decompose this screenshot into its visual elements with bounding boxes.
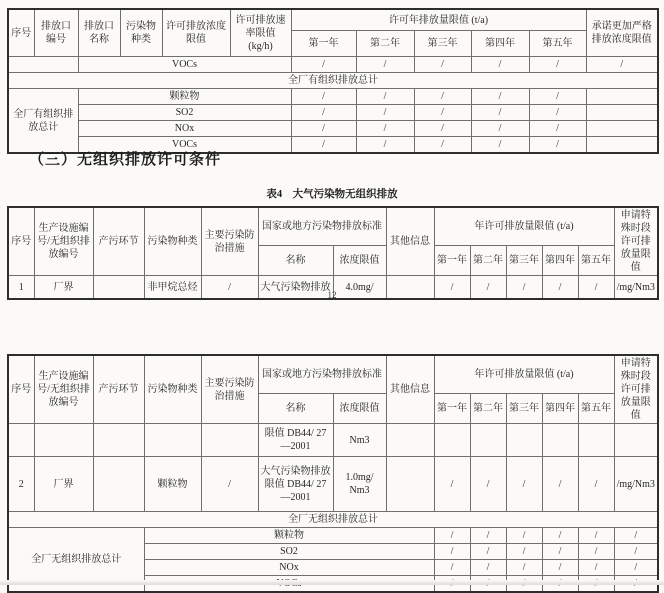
value-cell: / (291, 105, 356, 121)
col-header-seq: 序号 (8, 355, 34, 424)
col-header-annual-limit: 年许可排放量限值 (t/a) (434, 207, 614, 245)
value-cell: / (470, 276, 506, 300)
col-header-standard-conc: 浓度限值 (333, 245, 386, 275)
empty-cell (34, 424, 93, 457)
value-cell: / (529, 121, 586, 137)
value-cell: / (434, 560, 470, 576)
value-cell: / (291, 121, 356, 137)
value-cell: / (586, 57, 658, 73)
row-label-fugitive-total: 全厂无组织排放总计 (8, 528, 144, 593)
col-header-standard: 国家或地方污染物排放标准 (258, 355, 386, 393)
col-header-year-1: 第一年 (434, 245, 470, 275)
empty-cell (144, 424, 201, 457)
pollutant-cell: VOCs (78, 57, 291, 73)
value-cell: / (506, 276, 542, 300)
col-header-control-measures: 主要污染防治措施 (201, 207, 258, 276)
value-cell: / (471, 137, 529, 154)
empty-cell (93, 424, 144, 457)
page-edge-shadow (0, 580, 664, 585)
standard-conc-cell: 1.0mg/ Nm3 (333, 457, 386, 512)
col-header-pollutant-type: 污染物种类 (120, 9, 162, 57)
empty-cell (542, 424, 578, 457)
empty-cell (578, 424, 614, 457)
col-header-year-5: 第五年 (578, 393, 614, 423)
value-cell: / (414, 137, 471, 154)
value-cell: / (470, 457, 506, 512)
value-cell: / (506, 528, 542, 544)
value-cell: / (434, 457, 470, 512)
col-header-other-info: 其他信息 (386, 355, 434, 424)
empty-cell (586, 89, 658, 105)
value-cell: / (356, 89, 414, 105)
col-header-conc-limit: 许可排放浓度限值 (162, 9, 230, 57)
pollutant-cell: SO2 (144, 544, 434, 560)
standard-conc-cell: Nm3 (333, 424, 386, 457)
empty-cell (586, 121, 658, 137)
col-header-year-4: 第四年 (471, 31, 529, 57)
col-header-year-2: 第二年 (470, 245, 506, 275)
value-cell: / (471, 121, 529, 137)
col-header-outlet-name: 排放口名称 (78, 9, 120, 57)
empty-cell (586, 105, 658, 121)
row-label-organized-total: 全厂有组织排放总计 (8, 89, 78, 154)
empty-cell (201, 424, 258, 457)
value-cell: / (414, 105, 471, 121)
pollutant-cell: NOx (144, 560, 434, 576)
col-header-year-1: 第一年 (434, 393, 470, 423)
value-cell: / (414, 89, 471, 105)
col-header-control-measures: 主要污染防治措施 (201, 355, 258, 424)
fugitive-emissions-table-continued (7, 354, 659, 593)
col-header-process: 产污环节 (93, 207, 144, 276)
facility-cell: 厂界 (34, 276, 93, 300)
value-cell: / (470, 544, 506, 560)
value-cell: / (578, 457, 614, 512)
empty-cell (506, 424, 542, 457)
special-period-cell: /mg/Nm3 (614, 276, 658, 300)
value-cell: / (542, 457, 578, 512)
facility-cell: 厂界 (34, 457, 93, 512)
col-header-special-period: 申请特殊时段许可排放量限值 (614, 355, 658, 424)
value-cell: / (506, 457, 542, 512)
empty-cell (8, 57, 78, 73)
standard-name-cell: 大气污染物排放 (258, 276, 333, 300)
col-header-standard: 国家或地方污染物排放标准 (258, 207, 386, 245)
col-header-stricter-limit: 承诺更加严格排放浓度限值 (586, 9, 658, 57)
value-cell: / (470, 560, 506, 576)
col-header-year-4: 第四年 (542, 393, 578, 423)
standard-conc-cell: 4.0mg/ (333, 276, 386, 300)
empty-cell (586, 137, 658, 154)
value-cell: / (529, 57, 586, 73)
value-cell: / (471, 89, 529, 105)
col-header-seq: 序号 (8, 207, 34, 276)
pollutant-cell: 非甲烷总烃 (144, 276, 201, 300)
seq-cell: 1 (8, 276, 34, 300)
section-heading: （三）无组织排放许可条件 (29, 152, 222, 168)
col-header-year-5: 第五年 (529, 31, 586, 57)
col-header-seq: 序号 (8, 9, 34, 57)
empty-cell (434, 424, 470, 457)
col-header-outlet-no: 排放口编号 (34, 9, 78, 57)
value-cell: / (356, 137, 414, 154)
value-cell: / (614, 560, 658, 576)
value-cell: / (542, 276, 578, 300)
section-row-fugitive-total: 全厂无组织排放总计 (8, 512, 658, 528)
value-cell: / (356, 57, 414, 73)
empty-cell (8, 424, 34, 457)
col-header-annual-limit: 许可年排放量限值 (t/a) (291, 9, 586, 31)
col-header-standard-conc: 浓度限值 (333, 393, 386, 423)
value-cell: / (614, 528, 658, 544)
special-period-cell: /mg/Nm3 (614, 457, 658, 512)
col-header-process: 产污环节 (93, 355, 144, 424)
col-header-pollutant-type: 污染物种类 (144, 355, 201, 424)
empty-cell (386, 424, 434, 457)
pollutant-cell: NOx (78, 121, 291, 137)
col-header-special-period: 申请特殊时段许可排放量限值 (614, 207, 658, 276)
measures-cell: / (201, 276, 258, 300)
col-header-facility-no: 生产设施编号/无组织排放编号 (34, 207, 93, 276)
value-cell: / (506, 544, 542, 560)
value-cell: / (471, 105, 529, 121)
col-header-year-5: 第五年 (578, 245, 614, 275)
standard-name-cell: 限值 DB44/ 27—2001 (258, 424, 333, 457)
value-cell: / (578, 276, 614, 300)
section-row-organized-total: 全厂有组织排放总计 (8, 73, 658, 89)
value-cell: / (434, 276, 470, 300)
col-header-other-info: 其他信息 (386, 207, 434, 276)
col-header-annual-limit: 年许可排放量限值 (t/a) (434, 355, 614, 393)
table4-caption: 表4 大气污染物无组织排放 (266, 189, 398, 200)
value-cell: / (529, 137, 586, 154)
col-header-rate-limit: 许可排放速率限值 (kg/h) (230, 9, 291, 57)
value-cell: / (529, 105, 586, 121)
value-cell: / (356, 121, 414, 137)
col-header-standard-name: 名称 (258, 245, 333, 275)
value-cell: / (506, 560, 542, 576)
col-header-year-3: 第三年 (414, 31, 471, 57)
seq-cell: 2 (8, 457, 34, 512)
col-header-year-3: 第三年 (506, 393, 542, 423)
col-header-pollutant-type: 污染物种类 (144, 207, 201, 276)
organized-emissions-table (7, 8, 659, 154)
value-cell: / (471, 57, 529, 73)
value-cell: / (542, 544, 578, 560)
value-cell: / (434, 544, 470, 560)
col-header-year-4: 第四年 (542, 245, 578, 275)
value-cell: / (542, 560, 578, 576)
col-header-year-2: 第二年 (356, 31, 414, 57)
value-cell: / (291, 89, 356, 105)
value-cell: / (414, 121, 471, 137)
value-cell: / (291, 57, 356, 73)
pollutant-cell: 颗粒物 (144, 528, 434, 544)
value-cell: / (529, 89, 586, 105)
col-header-year-3: 第三年 (506, 245, 542, 275)
fugitive-emissions-table (7, 206, 659, 300)
value-cell: / (578, 544, 614, 560)
col-header-year-1: 第一年 (291, 31, 356, 57)
value-cell: / (542, 528, 578, 544)
process-cell (93, 457, 144, 512)
other-info-cell (386, 457, 434, 512)
pollutant-cell: VOCs (78, 137, 291, 154)
empty-cell (614, 424, 658, 457)
value-cell: / (614, 544, 658, 560)
value-cell: / (578, 528, 614, 544)
measures-cell: / (201, 457, 258, 512)
value-cell: / (291, 137, 356, 154)
pollutant-cell: SO2 (78, 105, 291, 121)
value-cell: / (414, 57, 471, 73)
value-cell: / (356, 105, 414, 121)
col-header-facility-no: 生产设施编号/无组织排放编号 (34, 355, 93, 424)
value-cell: / (470, 528, 506, 544)
value-cell: / (578, 560, 614, 576)
col-header-standard-name: 名称 (258, 393, 333, 423)
standard-name-cell: 大气污染物排放限值 DB44/ 27—2001 (258, 457, 333, 512)
empty-cell (470, 424, 506, 457)
col-header-year-2: 第二年 (470, 393, 506, 423)
pollutant-cell: 颗粒物 (144, 457, 201, 512)
value-cell: / (434, 528, 470, 544)
page-number: 12 (327, 290, 337, 300)
pollutant-cell: 颗粒物 (78, 89, 291, 105)
